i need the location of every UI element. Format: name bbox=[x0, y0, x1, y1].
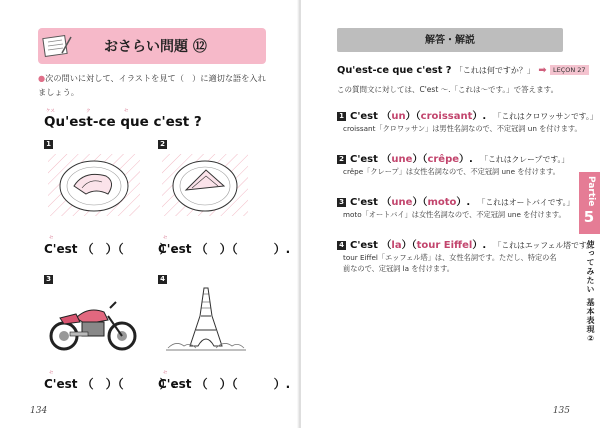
answer-blank-1[interactable]: C'est （ ）（ ）. bbox=[44, 242, 177, 256]
exercise-title: おさらい問題 ⑫ bbox=[104, 39, 207, 55]
eiffel-tower-illustration bbox=[166, 286, 246, 356]
item-number: 4 bbox=[158, 275, 167, 284]
question-ruby-1: ケス bbox=[46, 109, 55, 114]
question-heading: Qu'est-ce que c'est ? bbox=[44, 114, 202, 130]
answer-blank-3[interactable]: C'est （ ）（ ）. bbox=[44, 377, 177, 391]
answer-banner bbox=[337, 28, 563, 52]
bullet-icon: ● bbox=[38, 73, 46, 83]
cest-ruby: セ bbox=[163, 371, 168, 376]
page-number-right: 135 bbox=[552, 406, 570, 416]
cest-ruby: セ bbox=[49, 236, 54, 241]
right-page bbox=[301, 0, 600, 428]
cest-ruby: セ bbox=[49, 371, 54, 376]
item-number: 1 bbox=[44, 140, 53, 149]
exercise-banner bbox=[38, 28, 266, 64]
question-ruby-3: セ bbox=[124, 109, 129, 114]
answer-row-2: 2 C'est （une）（crêpe）. 「これはクレープです。」 bbox=[337, 150, 569, 165]
cest-ruby: セ bbox=[163, 236, 168, 241]
item-number: 2 bbox=[158, 140, 167, 149]
arrow-icon: ➡ bbox=[538, 65, 547, 76]
explanation-text: この質問文に対しては、C'est ～.「これは～です。」で答えます。 bbox=[337, 85, 559, 94]
croissant-illustration bbox=[46, 152, 142, 218]
answer-note-4: tour Eiffel「エッフェル塔」は、女性名詞です。ただし、特定の名前なので、定冠詞 la を付けます。 bbox=[343, 253, 557, 273]
chapter-title: 使ってみたい 基本表現② bbox=[586, 240, 595, 344]
question-line: Qu'est-ce que c'est ? 「これは何ですか？」 ➡ LEÇON 27 bbox=[337, 65, 589, 76]
page-number-left: 134 bbox=[30, 406, 48, 416]
question-ruby-2: ク bbox=[86, 109, 91, 114]
motorcycle-illustration bbox=[46, 288, 142, 354]
item-number: 3 bbox=[44, 275, 53, 284]
answer-blank-4[interactable]: C'est （ ）（ ）. bbox=[158, 377, 291, 391]
answer-title: 解答・解説 bbox=[425, 35, 475, 46]
answer-row-1: 1 C'est （un）（croissant）. 「これはクロワッサンです。」 bbox=[337, 107, 598, 122]
answer-blank-2[interactable]: C'est （ ）（ ）. bbox=[158, 242, 291, 256]
notebook-icon bbox=[42, 33, 72, 59]
answer-row-3: 3 C'est （une）（moto）. 「これはオートバイです。」 bbox=[337, 193, 574, 208]
crepe-illustration bbox=[160, 152, 250, 218]
instruction-text: ●次の問いに対して、イラストを見て（ ）に適切な語を入れましょう。 bbox=[38, 73, 266, 97]
answer-note-2: crêpe「クレープ」は女性名詞なので、不定冠詞 une を付けます。 bbox=[343, 167, 560, 176]
answer-note-3: moto「オートバイ」は女性名詞なので、不定冠詞 une を付けます。 bbox=[343, 210, 566, 219]
part-label: Partie bbox=[586, 176, 596, 207]
answer-note-1: croissant「クロワッサン」は男性名詞なので、不定冠詞 un を付けます。 bbox=[343, 124, 582, 133]
answer-row-4: 4 C'est （la）（tour Eiffel）. 「これはエッフェル塔です。」 bbox=[337, 236, 598, 251]
part-number: 5 bbox=[583, 208, 595, 226]
lecon-reference[interactable]: LEÇON 27 bbox=[550, 65, 589, 75]
left-page bbox=[0, 0, 299, 428]
